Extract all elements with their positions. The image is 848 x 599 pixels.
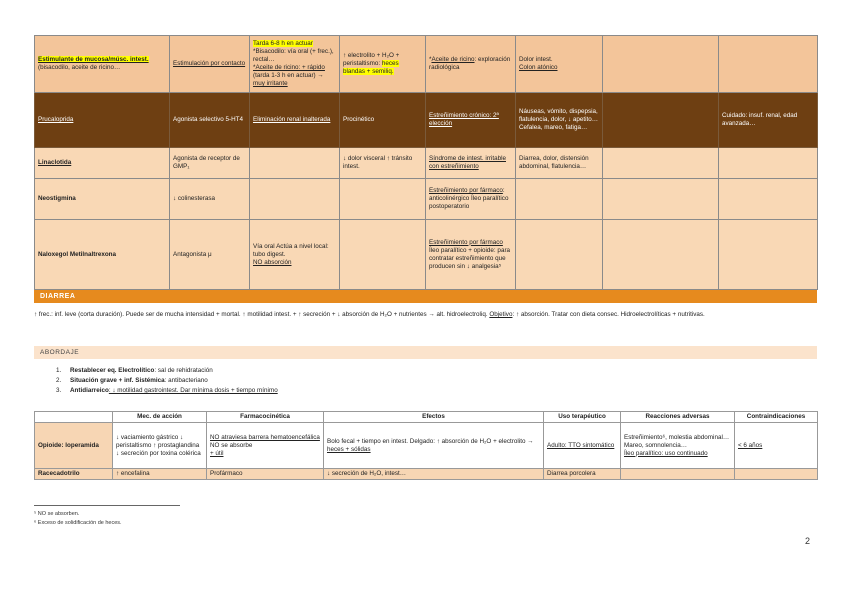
table-row [35,469,818,480]
mechanism-cell: Agonista de receptor de GMP₁ [170,148,250,179]
use-cell: Adulto: TTO sintomático [544,423,621,469]
table-row [35,179,818,220]
table-row [35,36,818,93]
adverse-cell: Dolor intest. Colon atónico [516,36,603,93]
effects-cell: ↓ secreción de H₂O, intest… [324,469,544,480]
mechanism-cell: ↓ colinesterasa [170,179,250,220]
list-item: 3. Antidiarreico: ↓ motilidad gastrointest. Dar mínima dosis + tiempo mínimo [56,387,278,394]
table-row [35,423,818,469]
column-header: Farmacocinética [207,412,324,423]
footnote-divider [34,505,180,506]
extra-cell [719,36,818,93]
contra-cell: < 6 años [735,423,818,469]
use-cell: Estreñimiento por fármaco Íleo paralítico + opioide: para contratar estreñimiento que producen sin ↓ analgesia⁵ [426,220,516,290]
use-cell: *Aceite de ricino: exploración radiológica [426,36,516,93]
extra-cell [719,220,818,290]
pk-cell: Eliminación renal inalterada [250,93,340,148]
drug-name: Estimulante de mucosa/músc. intest. (bisacodilo, aceite de ricino… [35,36,170,93]
drug-name: Neostigmina [35,179,170,220]
adverse-cell: Náuseas, vómito, dispepsia, flatulencia, dolor, ↓ apetito… Cefalea, mareo, fatiga… [516,93,603,148]
drug-name: Prucaloprida [35,93,170,148]
contra-cell [735,469,818,480]
table-row [35,93,818,148]
pk-cell [250,179,340,220]
table-row [35,220,818,290]
extra-cell: Cuidado: insuf. renal, edad avanzada… [719,93,818,148]
contra-cell [603,179,719,220]
adverse-cell [516,220,603,290]
effects-cell [340,220,426,290]
mechanism-cell: ↑ encefalina [113,469,207,480]
use-cell: Estreñimiento por fármaco: anticolinérgico Íleo paralítico postoperatorio [426,179,516,220]
effects-cell: Bolo fecal + tiempo en intest. Delgado: ↑ absorción de H₂O + electrolito → heces + sólidas [324,423,544,469]
drug-name: Linaclotida [35,148,170,179]
mechanism-cell: Estimulación por contacto [170,36,250,93]
diarrea-description: ↑ frec.: inf. leve (corta duración). Puede ser de mucha intensidad + mortal. ↑ motilidad intest. + ↑ secreción + ↓ absorción de H₂O + nutrientes → alt. hidroelectroliq. Objetivo: ↑ absorción. Tratar con dieta consec. Hidroelectrolíticas + nutritivas. [34,311,705,318]
mechanism-cell: ↓ vaciamiento gástrico ↓ peristaltismo ↑ prostaglandina ↓ secreción por toxina colérica [113,423,207,469]
effects-cell: ↑ electrolito + H₂O + peristaltismo: heces blandas + semiliq. [340,36,426,93]
column-header: Contraindicaciones [735,412,818,423]
use-cell: Estreñimiento crónico: 2ª elección [426,93,516,148]
drug-name: Opioide: loperamida [35,423,113,469]
pk-cell: Tarda 6-8 h en actuar *Bisacodilo: vía oral (+ frec.), rectal… *Aceite de ricino: + rápido (tarda 1-3 h en actuar) → muy irritante [250,36,340,93]
column-header: Reacciones adversas [621,412,735,423]
section-header-diarrea: DIARREA [34,290,817,303]
abordaje-list [56,366,756,396]
antidiarrheal-table [34,411,818,480]
mechanism-cell: Agonista selectivo 5-HT4 [170,93,250,148]
column-header [35,412,113,423]
pk-cell: Vía oral Actúa a nivel local: tubo digest. NO absorción [250,220,340,290]
contra-cell [603,148,719,179]
table-row [35,148,818,179]
extra-cell [719,179,818,220]
adverse-cell [621,469,735,480]
pk-cell: NO atraviesa barrera hematoencefálica NO se absorbe + útil [207,423,324,469]
use-cell: Síndrome de intest. irritable con estreñimiento [426,148,516,179]
use-cell: Diarrea porcolera [544,469,621,480]
adverse-cell: Diarrea, dolor, distensión abdominal, flatulencia… [516,148,603,179]
pk-cell: Profármaco [207,469,324,480]
column-header: Uso terapéutico [544,412,621,423]
table-header-row [35,412,818,423]
drug-name: Naloxegol Metilnaltrexona [35,220,170,290]
mechanism-cell: Antagonista μ [170,220,250,290]
column-header: Efectos [324,412,544,423]
page-number: 2 [805,536,811,546]
contra-cell [603,220,719,290]
adverse-cell: Estreñimiento⁶, molestia abdominal… Mareo, somnolencia… Íleo paralítico: uso continuado [621,423,735,469]
column-header: Mec. de acción [113,412,207,423]
extra-cell [719,148,818,179]
contra-cell [603,36,719,93]
list-item: 1. Restablecer eq. Electrolítico: sal de rehidratación [56,367,213,374]
contra-cell [603,93,719,148]
drug-table [34,35,818,290]
footnote: ⁵ NO se absorben. [34,511,80,517]
list-item: 2. Situación grave + inf. Sistémica: antibacteriano [56,377,208,384]
footnote: ⁶ Exceso de solidificación de heces. [34,520,122,526]
effects-cell [340,179,426,220]
adverse-cell [516,179,603,220]
effects-cell: ↓ dolor visceral ↑ tránsito intest. [340,148,426,179]
effects-cell: Procinético [340,93,426,148]
pk-cell [250,148,340,179]
section-header-abordaje: ABORDAJE [34,346,817,359]
drug-name: Racecadotrilo [35,469,113,480]
